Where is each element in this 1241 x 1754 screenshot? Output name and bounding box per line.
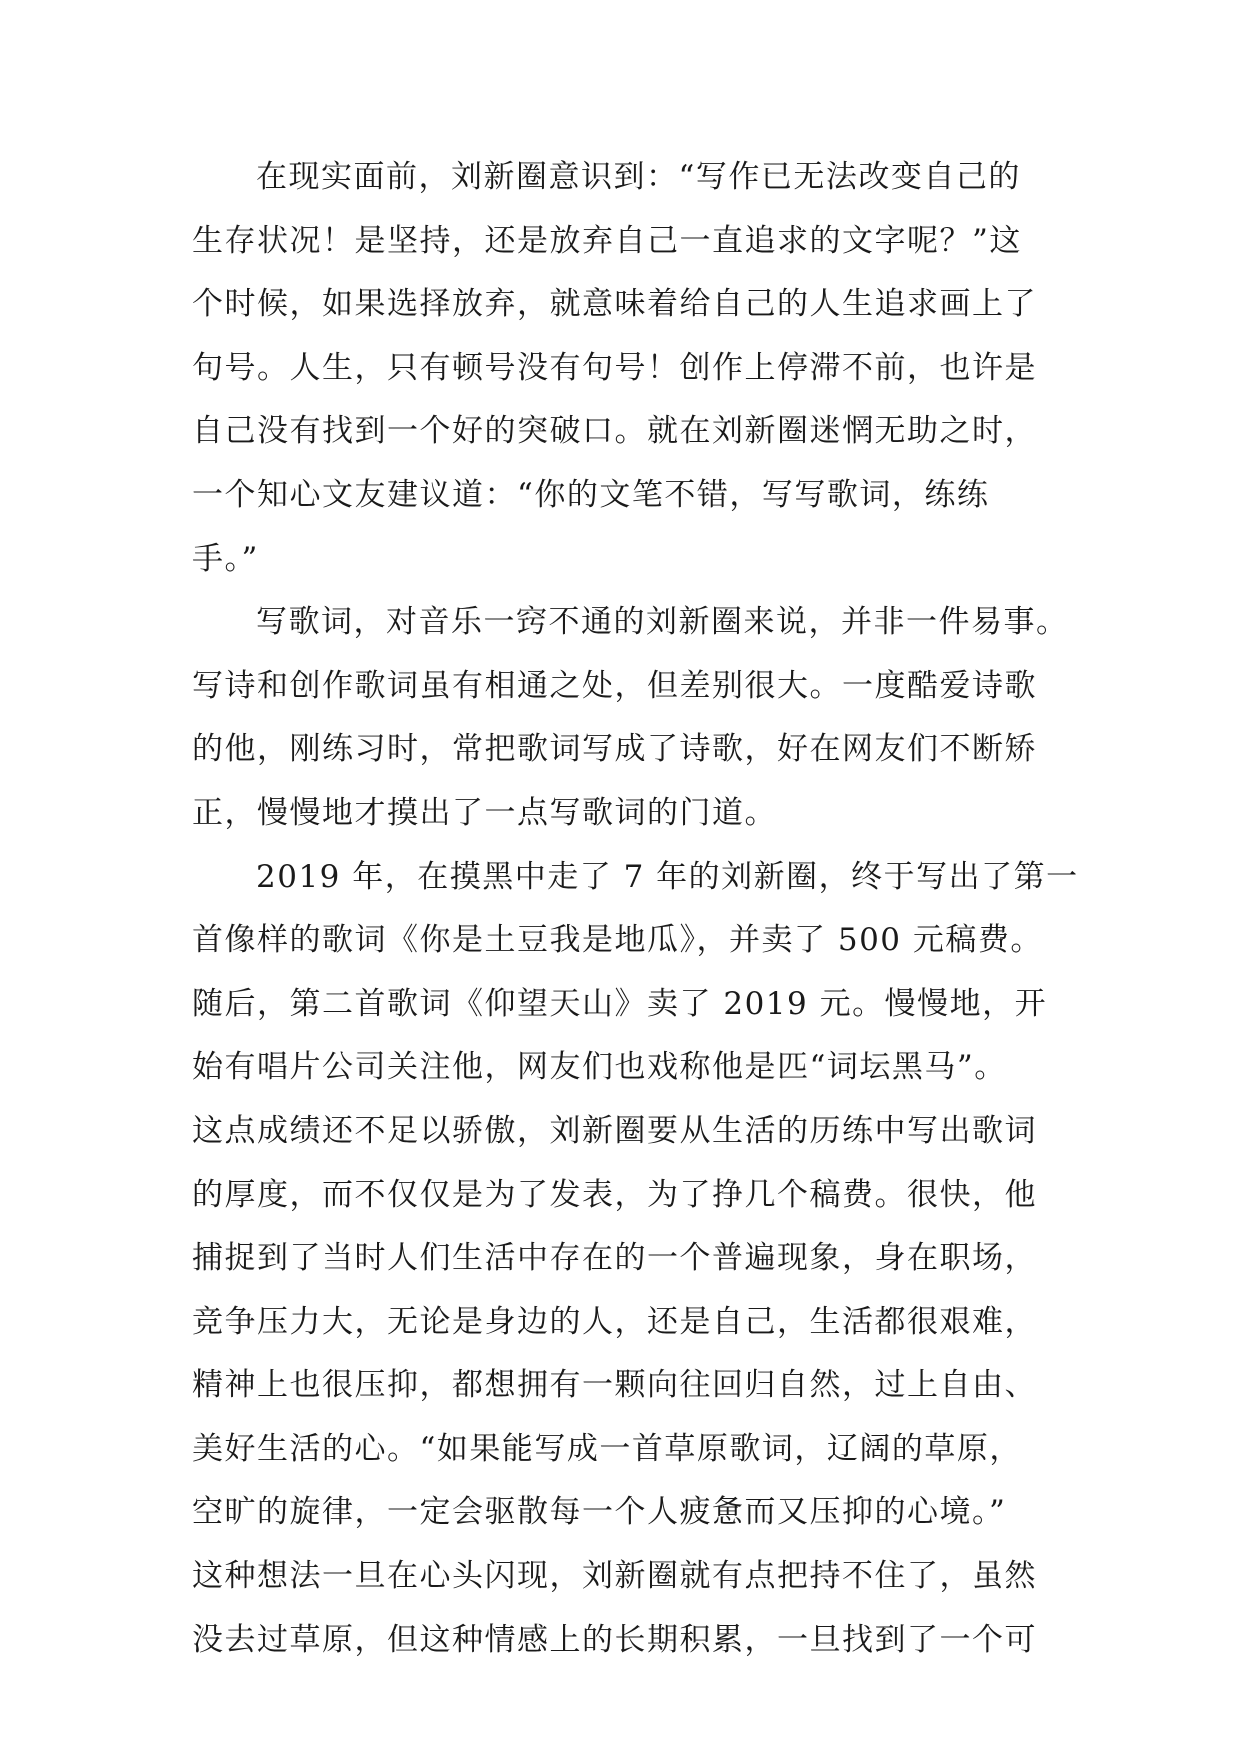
text-line: 句号。人生，只有顿号没有句号！创作上停滞不前，也许是	[192, 349, 1037, 386]
text-line: 手。”	[192, 540, 259, 577]
text-line: 随后，第二首歌词《仰望天山》卖了 2019 元。慢慢地，开	[192, 985, 1048, 1022]
text-line: 正，慢慢地才摸出了一点写歌词的门道。	[192, 794, 777, 831]
text-line: 空旷的旋律，一定会驱散每一个人疲惫而又压抑的心境。”	[192, 1494, 1007, 1531]
paragraph-2	[192, 605, 1072, 859]
text-line: 这种想法一旦在心头闪现，刘新圈就有点把持不住了，虽然	[192, 1558, 1037, 1595]
text-line: 竞争压力大，无论是身边的人，还是自己，生活都很艰难，	[192, 1303, 1037, 1340]
text-line: 精神上也很压抑，都想拥有一颗向往回归自然，过上自由、	[192, 1367, 1037, 1404]
text-line: 在现实面前，刘新圈意识到：“写作已无法改变自己的	[256, 159, 1021, 195]
text-line: 写歌词，对音乐一窍不通的刘新圈来说，并非一件易事。	[256, 604, 1069, 641]
text-line: 的厚度，而不仅仅是为了发表，为了挣几个稿费。很快，他	[192, 1176, 1037, 1213]
text-line: 一个知心文友建议道：“你的文笔不错，写写歌词，练练	[192, 476, 990, 513]
paragraph-1	[192, 160, 1072, 605]
text-line: 2019 年，在摸黑中走了 7 年的刘新圈，终于写出了第一	[256, 858, 1079, 895]
text-line: 的他，刚练习时，常把歌词写成了诗歌，好在网友们不断矫	[192, 731, 1037, 768]
text-line: 生存状况！是坚持，还是放弃自己一直追求的文字呢？”这	[192, 222, 1022, 259]
text-line: 没去过草原，但这种情感上的长期积累，一旦找到了一个可	[192, 1621, 1037, 1658]
text-line: 写诗和创作歌词虽有相通之处，但差别很大。一度酷爱诗歌	[192, 667, 1037, 704]
body-text	[192, 159, 1079, 1686]
text-line: 美好生活的心。“如果能写成一首草原歌词，辽阔的草原，	[192, 1430, 1022, 1467]
text-line: 首像样的歌词《你是土豆我是地瓜》，并卖了 500 元稿费。	[192, 922, 1043, 959]
paragraph-3	[192, 858, 1079, 1687]
text-line: 个时候，如果选择放弃，就意味着给自己的人生追求画上了	[192, 286, 1037, 323]
text-line: 这点成绩还不足以骄傲，刘新圈要从生活的历练中写出歌词	[192, 1112, 1037, 1149]
text-line: 捕捉到了当时人们生活中存在的一个普遍现象，身在职场，	[192, 1240, 1037, 1277]
text-line: 始有唱片公司关注他，网友们也戏称他是匹“词坛黑马”。	[192, 1049, 1007, 1086]
text-line: 自己没有找到一个好的突破口。就在刘新圈迷惘无助之时，	[192, 413, 1037, 450]
